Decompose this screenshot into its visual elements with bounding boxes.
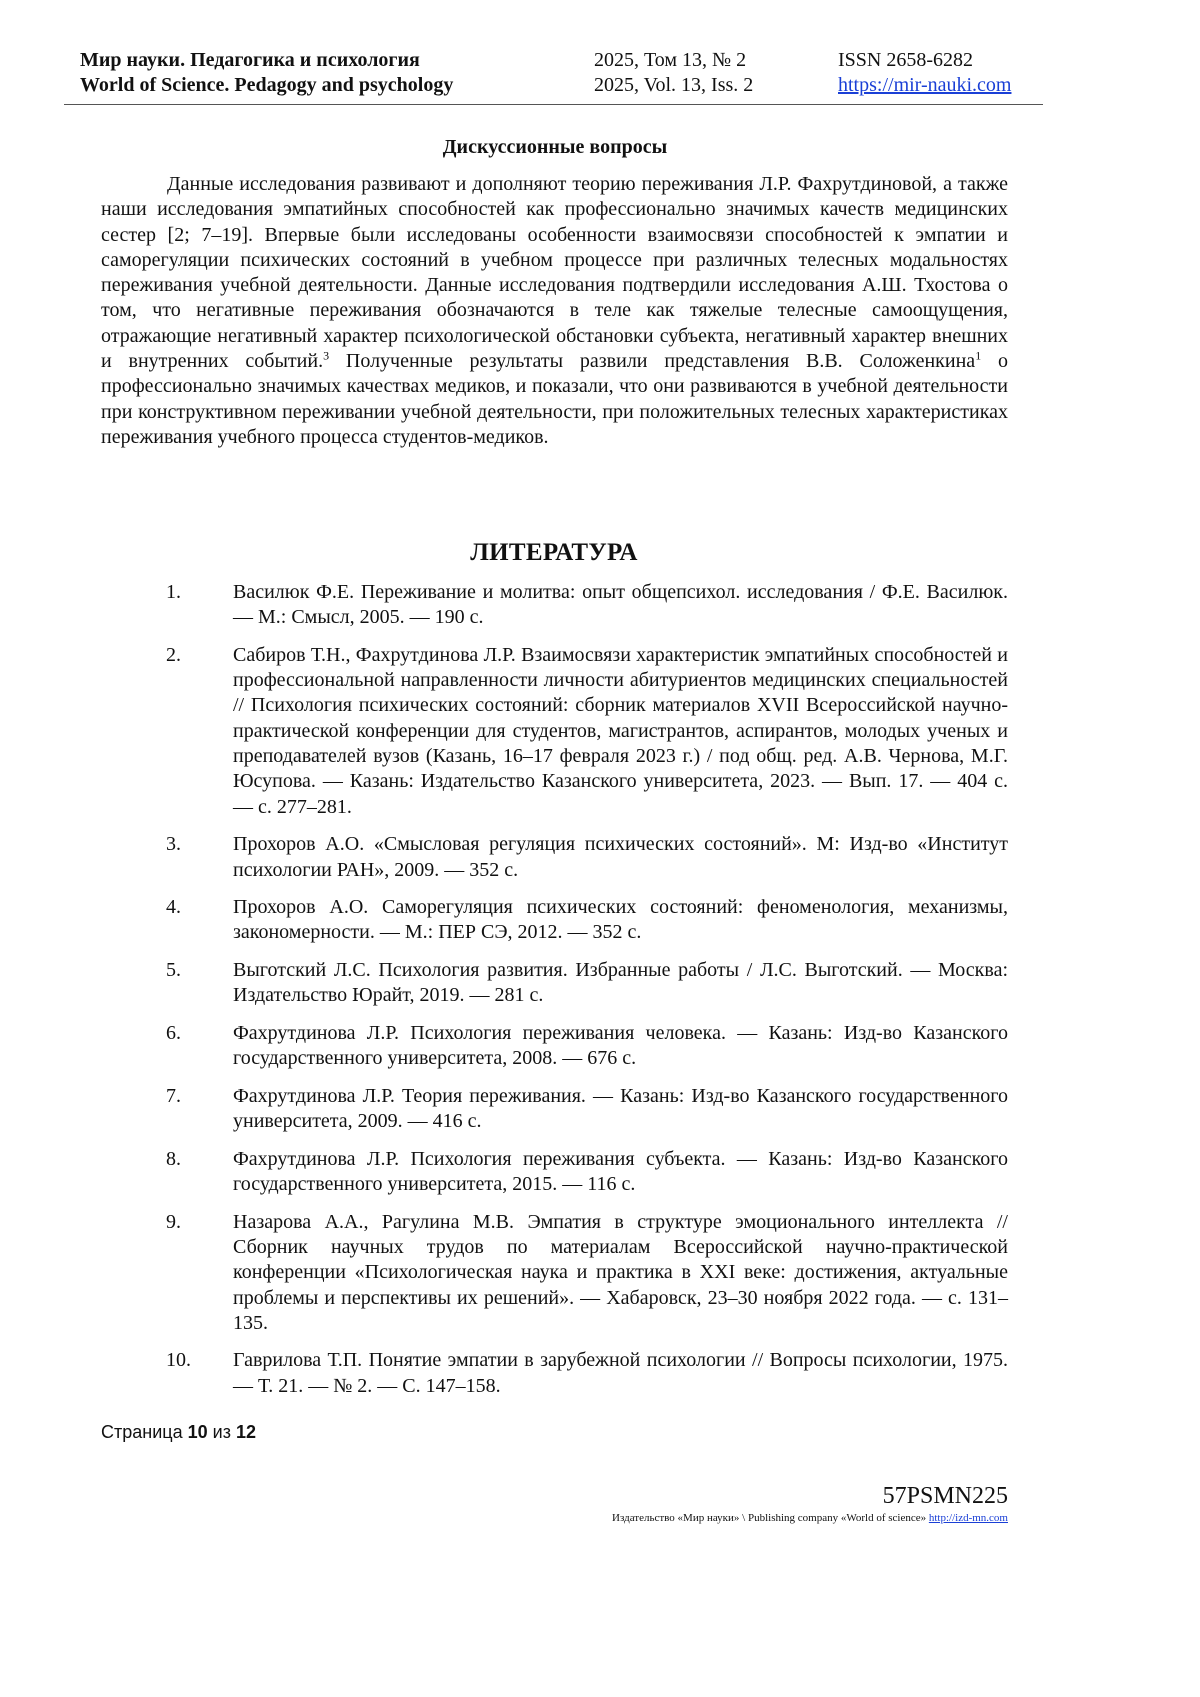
reference-text: Сабиров Т.Н., Фахрутдинова Л.Р. Взаимосвязи характеристик эмпатийных способностей и профессиональной направленности личности абитуриентов медицинских специальностей // Психология психических состояний: сборник материалов XVII Всероссийской научно-практической конференции для студентов, магистрантов, аспирантов, молодых ученых и преподавателей вузов (Казань, 16–17 февраля 2023 г.) / под общ. ред. А.В. Чернова, М.Г. Юсупова. — Казань: Издательство Казанского университета, 2023. — Вып. 17. — 404 с. — с. 277–281. (233, 643, 1008, 818)
reference-text: Прохоров А.О. «Смысловая регуляция психических состояний». М: Изд-во «Институт психологии РАН», 2009. — 352 с. (233, 833, 1008, 881)
journal-website-link[interactable]: https://mir-nauki.com (838, 74, 1012, 96)
discussion-text-3: о профессионально значимых качествах медиков, и показали, что они развиваются в учебной деятельности при конструктивном переживании учебной деятельности, при положительных телесных характеристиках переживания учебного процесса студентов-медиков. (101, 350, 1008, 448)
page-label: Страница (101, 1422, 183, 1442)
reference-number: 6. (166, 1021, 181, 1044)
page-of-label: из (212, 1422, 231, 1442)
reference-text: Фахрутдинова Л.Р. Теория переживания. — Казань: Изд-во Казанского государственного университета, 2009. — 416 с. (233, 1084, 1008, 1133)
reference-number: 9. (166, 1210, 181, 1233)
reference-text: Фахрутдинова Л.Р. Психология переживания субъекта. — Казань: Изд-во Казанского государственного университета, 2015. — 116 с. (233, 1147, 1008, 1196)
discussion-paragraph (101, 172, 1008, 450)
header-divider (64, 104, 1043, 105)
reference-number: 4. (166, 896, 181, 919)
reference-item (101, 1021, 1008, 1072)
page-header (80, 48, 1028, 104)
discussion-text-2: Полученные результаты развили представления В.В. Соложенкина (329, 350, 976, 373)
reference-number: 10. (166, 1349, 191, 1372)
reference-number: 2. (166, 643, 181, 666)
journal-title-en: World of Science. Pedagogy and psychology (80, 74, 454, 96)
article-code: 57PSMN225 (882, 1483, 1008, 1509)
issn-block (838, 48, 1011, 98)
journal-title-ru: Мир науки. Педагогика и психология (80, 49, 420, 71)
page-current: 10 (187, 1422, 208, 1442)
reference-text: Гаврилова Т.П. Понятие эмпатии в зарубежной психологии // Вопросы психологии, 1975. — Т. 21. — № 2. — С. 147–158. (233, 1349, 1008, 1397)
issue-info-en: 2025, Vol. 13, Iss. 2 (594, 74, 754, 96)
references-list (101, 580, 1008, 1411)
reference-item (101, 1147, 1008, 1198)
journal-title-block (80, 48, 453, 98)
reference-number: 1. (166, 581, 181, 603)
reference-number: 5. (166, 959, 181, 982)
reference-item (101, 1348, 1008, 1399)
reference-item (101, 1210, 1008, 1336)
footnote-ref-3[interactable]: 3 (323, 348, 330, 363)
reference-number: 8. (166, 1147, 181, 1170)
publisher-text: Издательство «Мир науки» \ Publishing company «World of science» (612, 1512, 927, 1524)
discussion-heading: Дискуссионные вопросы (442, 136, 668, 158)
reference-item (101, 895, 1008, 946)
reference-text: Прохоров А.О. Саморегуляция психических состояний: феноменология, механизмы, закономерности. — М.: ПЕР СЭ, 2012. — 352 с. (233, 896, 1008, 944)
discussion-body (101, 172, 1008, 450)
page-counter (101, 1422, 256, 1443)
reference-text: Выготский Л.С. Психология развития. Избранные работы / Л.С. Выготский. — Москва: Издательство Юрайт, 2019. — 281 с. (233, 959, 1008, 1007)
issue-info-ru: 2025, Том 13, № 2 (594, 49, 747, 71)
reference-number: 7. (166, 1084, 181, 1107)
reference-item (101, 580, 1008, 631)
reference-item (101, 643, 1008, 820)
reference-number: 3. (166, 833, 181, 856)
references-heading: ЛИТЕРАТУРА (470, 539, 638, 566)
discussion-text-1: Данные исследования развивают и дополняют теорию переживания Л.Р. Фахрутдиновой, а также наши исследования эмпатийных способностей как профессионально значимых качеств медицинских сестер [2; 7–19]. Впервые были исследованы особенности взаимосвязи способностей к эмпатии и саморегуляции психических состояний в учебном процессе при различных телесных модальностях переживания учебной деятельности. Данные исследования подтвердили исследования А.Ш. Тхостова о том, что негативные переживания обозначаются в теле как тяжелые телесные самоощущения, отражающие негативный характер психологической обстановки субъекта, негативный характер внешних и внутренних событий. (101, 173, 1008, 373)
reference-text: Василюк Ф.Е. Переживание и молитва: опыт общепсихол. исследования / Ф.Е. Василюк. — М.: Смысл, 2005. — 190 с. (233, 581, 1008, 629)
issue-info-block (594, 48, 753, 98)
reference-text: Назарова А.А., Рагулина М.В. Эмпатия в структуре эмоционального интеллекта // Сборник научных трудов по материалам Всероссийской научно-практической конференции «Психологическая наука и практика в XXI веке: достижения, актуальные проблемы и перспективы их решений». — Хабаровск, 23–30 ноября 2022 года. — с. 131–135. (233, 1210, 1008, 1334)
reference-item (101, 832, 1008, 883)
publisher-line (612, 1512, 1008, 1524)
footnote-ref-1[interactable]: 1 (975, 348, 982, 363)
issn-number: ISSN 2658-6282 (838, 49, 974, 71)
page-total: 12 (235, 1422, 257, 1442)
reference-text: Фахрутдинова Л.Р. Психология переживания человека. — Казань: Изд-во Казанского государственного университета, 2008. — 676 с. (233, 1021, 1008, 1070)
reference-item (101, 1084, 1008, 1135)
reference-item (101, 958, 1008, 1009)
publisher-link[interactable]: http://izd-mn.com (928, 1512, 1008, 1524)
